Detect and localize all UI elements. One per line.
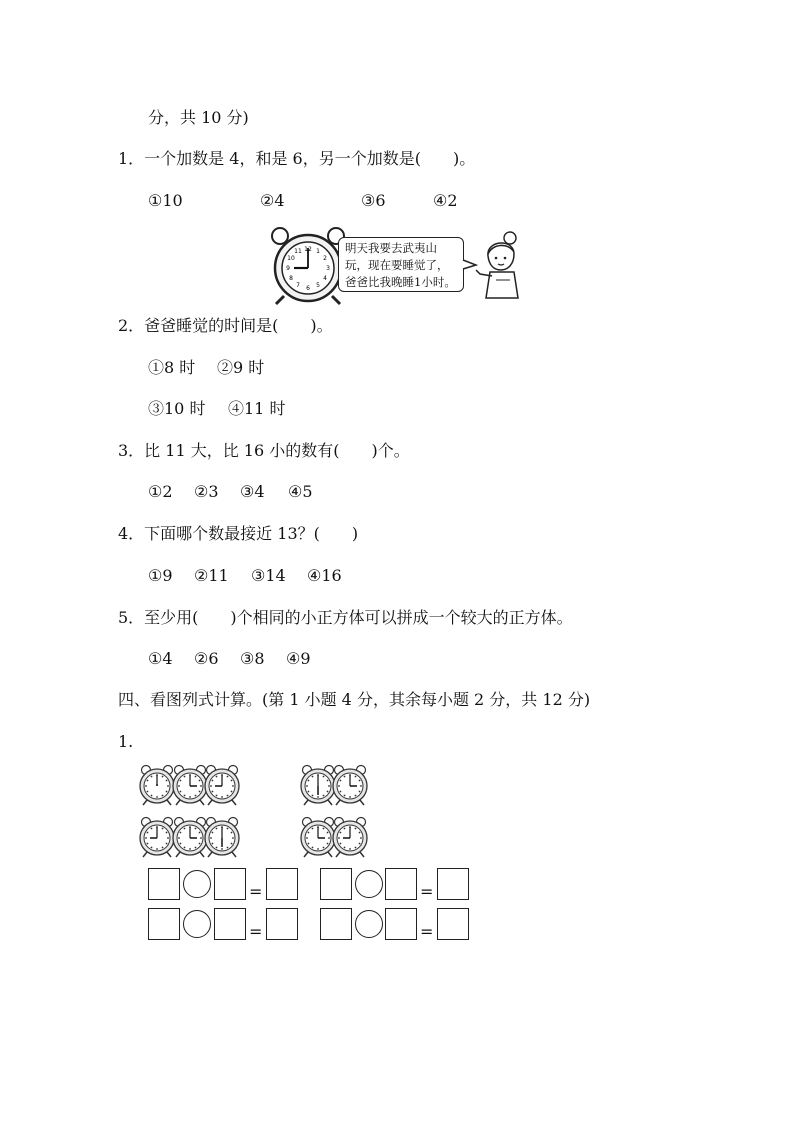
answer-box[interactable] (385, 868, 417, 900)
option[interactable]: ②3 (194, 482, 219, 501)
alarm-clock-icon (301, 818, 335, 858)
option[interactable]: ④16 (307, 566, 342, 585)
operator-circle[interactable] (183, 870, 211, 898)
operator-circle[interactable] (183, 910, 211, 938)
header-line: 分，共 10 分) (148, 108, 249, 127)
svg-text:2: 2 (323, 255, 327, 262)
speech-line: 玩，现在要睡觉了， (345, 258, 449, 272)
option[interactable]: ③8 (240, 649, 265, 668)
alarm-clock-icon (140, 818, 174, 858)
question-5-stem: 5．至少用( )个相同的小正方体可以拼成一个较大的正方体。 (118, 608, 573, 627)
question-3-stem: 3．比 11 大，比 16 小的数有( )个。 (118, 441, 410, 460)
alarm-clock-icon (333, 818, 367, 858)
equals-sign: = (420, 922, 434, 941)
speech-bubble (338, 237, 464, 292)
section-4-item-label: 1. (118, 732, 134, 751)
question-3-options (148, 482, 313, 502)
operator-circle[interactable] (355, 870, 383, 898)
answer-box[interactable] (320, 908, 352, 940)
girl-figure-icon (474, 230, 524, 298)
option[interactable]: ①10 (148, 191, 183, 210)
answer-box[interactable] (437, 908, 469, 940)
equals-sign: = (249, 882, 263, 901)
option[interactable]: ①9 (148, 566, 173, 585)
equals-sign: = (420, 882, 434, 901)
svg-text:4: 4 (323, 275, 327, 282)
question-2-options-row1 (148, 358, 264, 378)
question-4-stem: 4．下面哪个数最接近 13？( ) (118, 524, 359, 543)
option[interactable]: ②4 (260, 191, 285, 210)
option[interactable]: ①2 (148, 482, 173, 501)
svg-text:7: 7 (296, 282, 300, 289)
option[interactable]: ④9 (286, 649, 311, 668)
svg-text:8: 8 (289, 275, 293, 282)
svg-text:12: 12 (304, 246, 312, 253)
alarm-clock-icon (301, 766, 335, 806)
speech-line: 爸爸比我晚睡1小时。 (345, 275, 456, 289)
answer-box[interactable] (148, 868, 180, 900)
svg-text:1: 1 (316, 248, 320, 255)
alarm-clock-icon (173, 818, 207, 858)
svg-text:5: 5 (316, 282, 320, 289)
answer-box[interactable] (214, 908, 246, 940)
speech-line: 明天我要去武夷山 (345, 241, 437, 255)
equals-sign: = (249, 922, 263, 941)
question-5-options (148, 649, 311, 669)
alarm-clock-icon (333, 766, 367, 806)
option[interactable]: ③10 时 (148, 399, 206, 418)
option[interactable]: ②11 (194, 566, 229, 585)
option[interactable]: ②9 时 (217, 358, 265, 377)
question-1-options (148, 191, 458, 211)
option[interactable]: ①8 时 (148, 358, 196, 377)
question-2-stem: 2．爸爸睡觉的时间是( )。 (118, 316, 333, 335)
option[interactable]: ③6 (361, 191, 386, 210)
alarm-clock-icon (140, 766, 174, 806)
operator-circle[interactable] (355, 910, 383, 938)
answer-box[interactable] (320, 868, 352, 900)
answer-box[interactable] (437, 868, 469, 900)
svg-text:6: 6 (306, 285, 310, 292)
alarm-clock-icon (205, 818, 239, 858)
alarm-clock-icon (205, 766, 239, 806)
option[interactable]: ④2 (433, 191, 458, 210)
option[interactable]: ④5 (288, 482, 313, 501)
question-4-options (148, 566, 342, 586)
option[interactable]: ①4 (148, 649, 173, 668)
alarm-clock-illustration (268, 224, 348, 306)
svg-text:3: 3 (326, 265, 330, 272)
option[interactable]: ③14 (251, 566, 286, 585)
section-4-title: 四、看图列式计算。(第 1 小题 4 分，其余每小题 2 分，共 12 分) (118, 690, 591, 709)
option[interactable]: ③4 (240, 482, 265, 501)
answer-box[interactable] (266, 908, 298, 940)
option[interactable]: ②6 (194, 649, 219, 668)
question-2-options-row2 (148, 399, 285, 419)
svg-text:9: 9 (286, 265, 290, 272)
svg-text:10: 10 (287, 255, 295, 262)
question-1-stem: 1．一个加数是 4，和是 6，另一个加数是( )。 (118, 149, 476, 168)
option[interactable]: ④11 时 (228, 399, 286, 418)
answer-box[interactable] (266, 868, 298, 900)
answer-box[interactable] (214, 868, 246, 900)
answer-box[interactable] (148, 908, 180, 940)
alarm-clock-icon (173, 766, 207, 806)
answer-box[interactable] (385, 908, 417, 940)
svg-text:11: 11 (294, 248, 302, 255)
